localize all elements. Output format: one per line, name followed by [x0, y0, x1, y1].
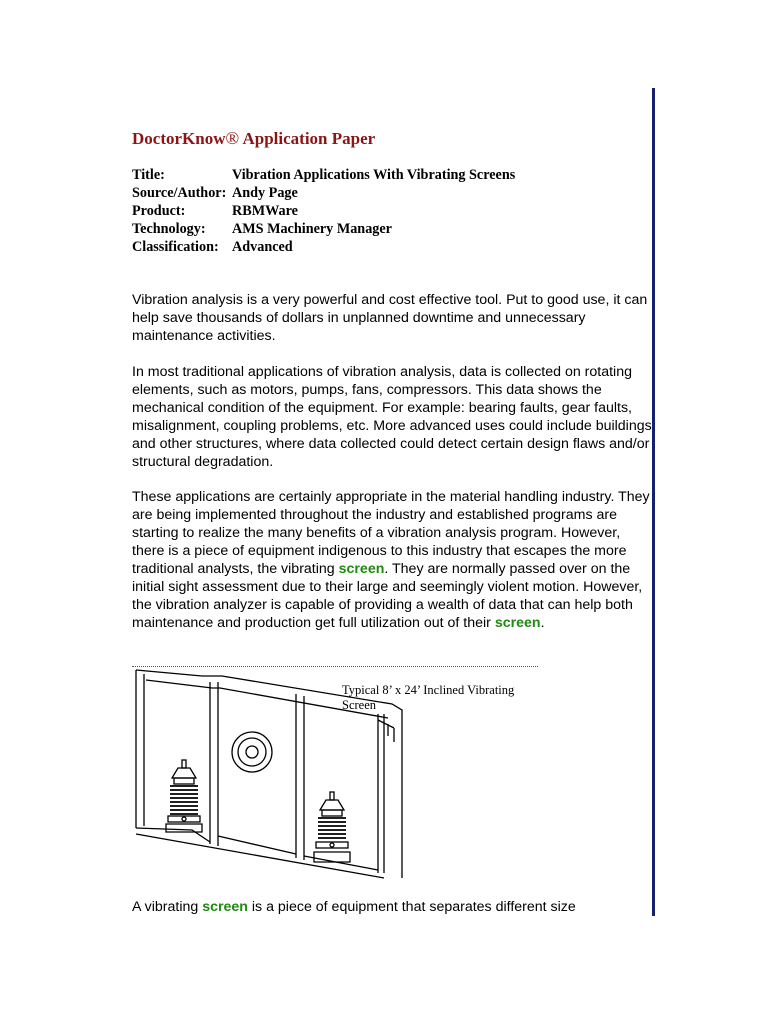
metadata-key: Technology:	[132, 221, 206, 237]
heading-rest: Application Paper	[239, 129, 376, 148]
paragraph-screen-definition	[132, 898, 652, 916]
metadata-value: Advanced	[232, 239, 293, 255]
metadata-row	[132, 238, 515, 256]
keyword-screen-link[interactable]: screen	[338, 561, 385, 577]
metadata-key: Source/Author:	[132, 185, 227, 201]
paragraph-text: Vibration analysis is a very powerful and cost effective tool. Put to good use, it can help save thousands of dollars in unplanned downtime and unnecessary maintenance activities.	[132, 292, 648, 344]
figure-caption	[342, 683, 542, 713]
paragraph-text: In most traditional applications of vibration analysis, data is collected on rotating elements, such as motors, pumps, fans, compressors. This data shows the mechanical condition of the equipment. For example: bearing faults, gear faults, misalignment, coupling problems, etc. More advanced uses could include buildings and other structures, where data collected could detect certain design flaws and/or structural degradation.	[132, 364, 652, 470]
paragraph-material-handling	[132, 488, 652, 632]
paragraph-traditional	[132, 363, 652, 471]
paragraph-text	[132, 898, 652, 916]
metadata-key: Product:	[132, 203, 186, 219]
keyword-screen-link[interactable]: screen	[494, 615, 541, 631]
metadata-row	[132, 202, 515, 220]
heading-brand: DoctorKnow	[132, 129, 226, 148]
metadata-value: Vibration Applications With Vibrating Screens	[232, 167, 516, 183]
metadata-value: AMS Machinery Manager	[232, 221, 392, 237]
figure-caption-line: Screen	[342, 698, 377, 712]
metadata-key: Title:	[132, 167, 165, 183]
metadata-row	[132, 184, 515, 202]
keyword-screen-link[interactable]: screen	[202, 899, 248, 915]
paragraph-segment: is a piece of equipment that separates different size	[247, 899, 576, 915]
heading-registered-mark: ®	[225, 128, 240, 148]
paragraph-text	[132, 488, 652, 632]
paragraph-segment: A vibrating	[132, 899, 203, 915]
figure-top-divider	[132, 666, 538, 667]
metadata-table	[132, 166, 515, 256]
metadata-value: RBMWare	[232, 203, 298, 219]
metadata-key: Classification:	[132, 239, 219, 255]
figure-caption-line: Typical 8’ x 24’ Inclined Vibrating	[342, 683, 515, 697]
page-heading	[132, 128, 375, 149]
metadata-row	[132, 166, 515, 184]
metadata-value: Andy Page	[232, 185, 298, 201]
page-margin-rule	[652, 88, 655, 916]
paragraph-segment: .	[540, 615, 545, 631]
metadata-row	[132, 220, 515, 238]
paragraph-segment: . They are normally passed over on the initial sight assessment due to their large and seemingly violent motion. However, the vibration analyzer is capable of providing a wealth of data that can help both maintenance and production get full utilization out of their	[132, 561, 643, 631]
paragraph-intro	[132, 291, 652, 345]
paragraph-segment: These applications are certainly appropriate in the material handling industry. They are being implemented throughout the industry and established programs are starting to realize the many benefits of a vibration analysis program. However, there is a piece of equipment indigenous to this industry that escapes the more traditional analysts, the vibrating	[132, 489, 650, 577]
